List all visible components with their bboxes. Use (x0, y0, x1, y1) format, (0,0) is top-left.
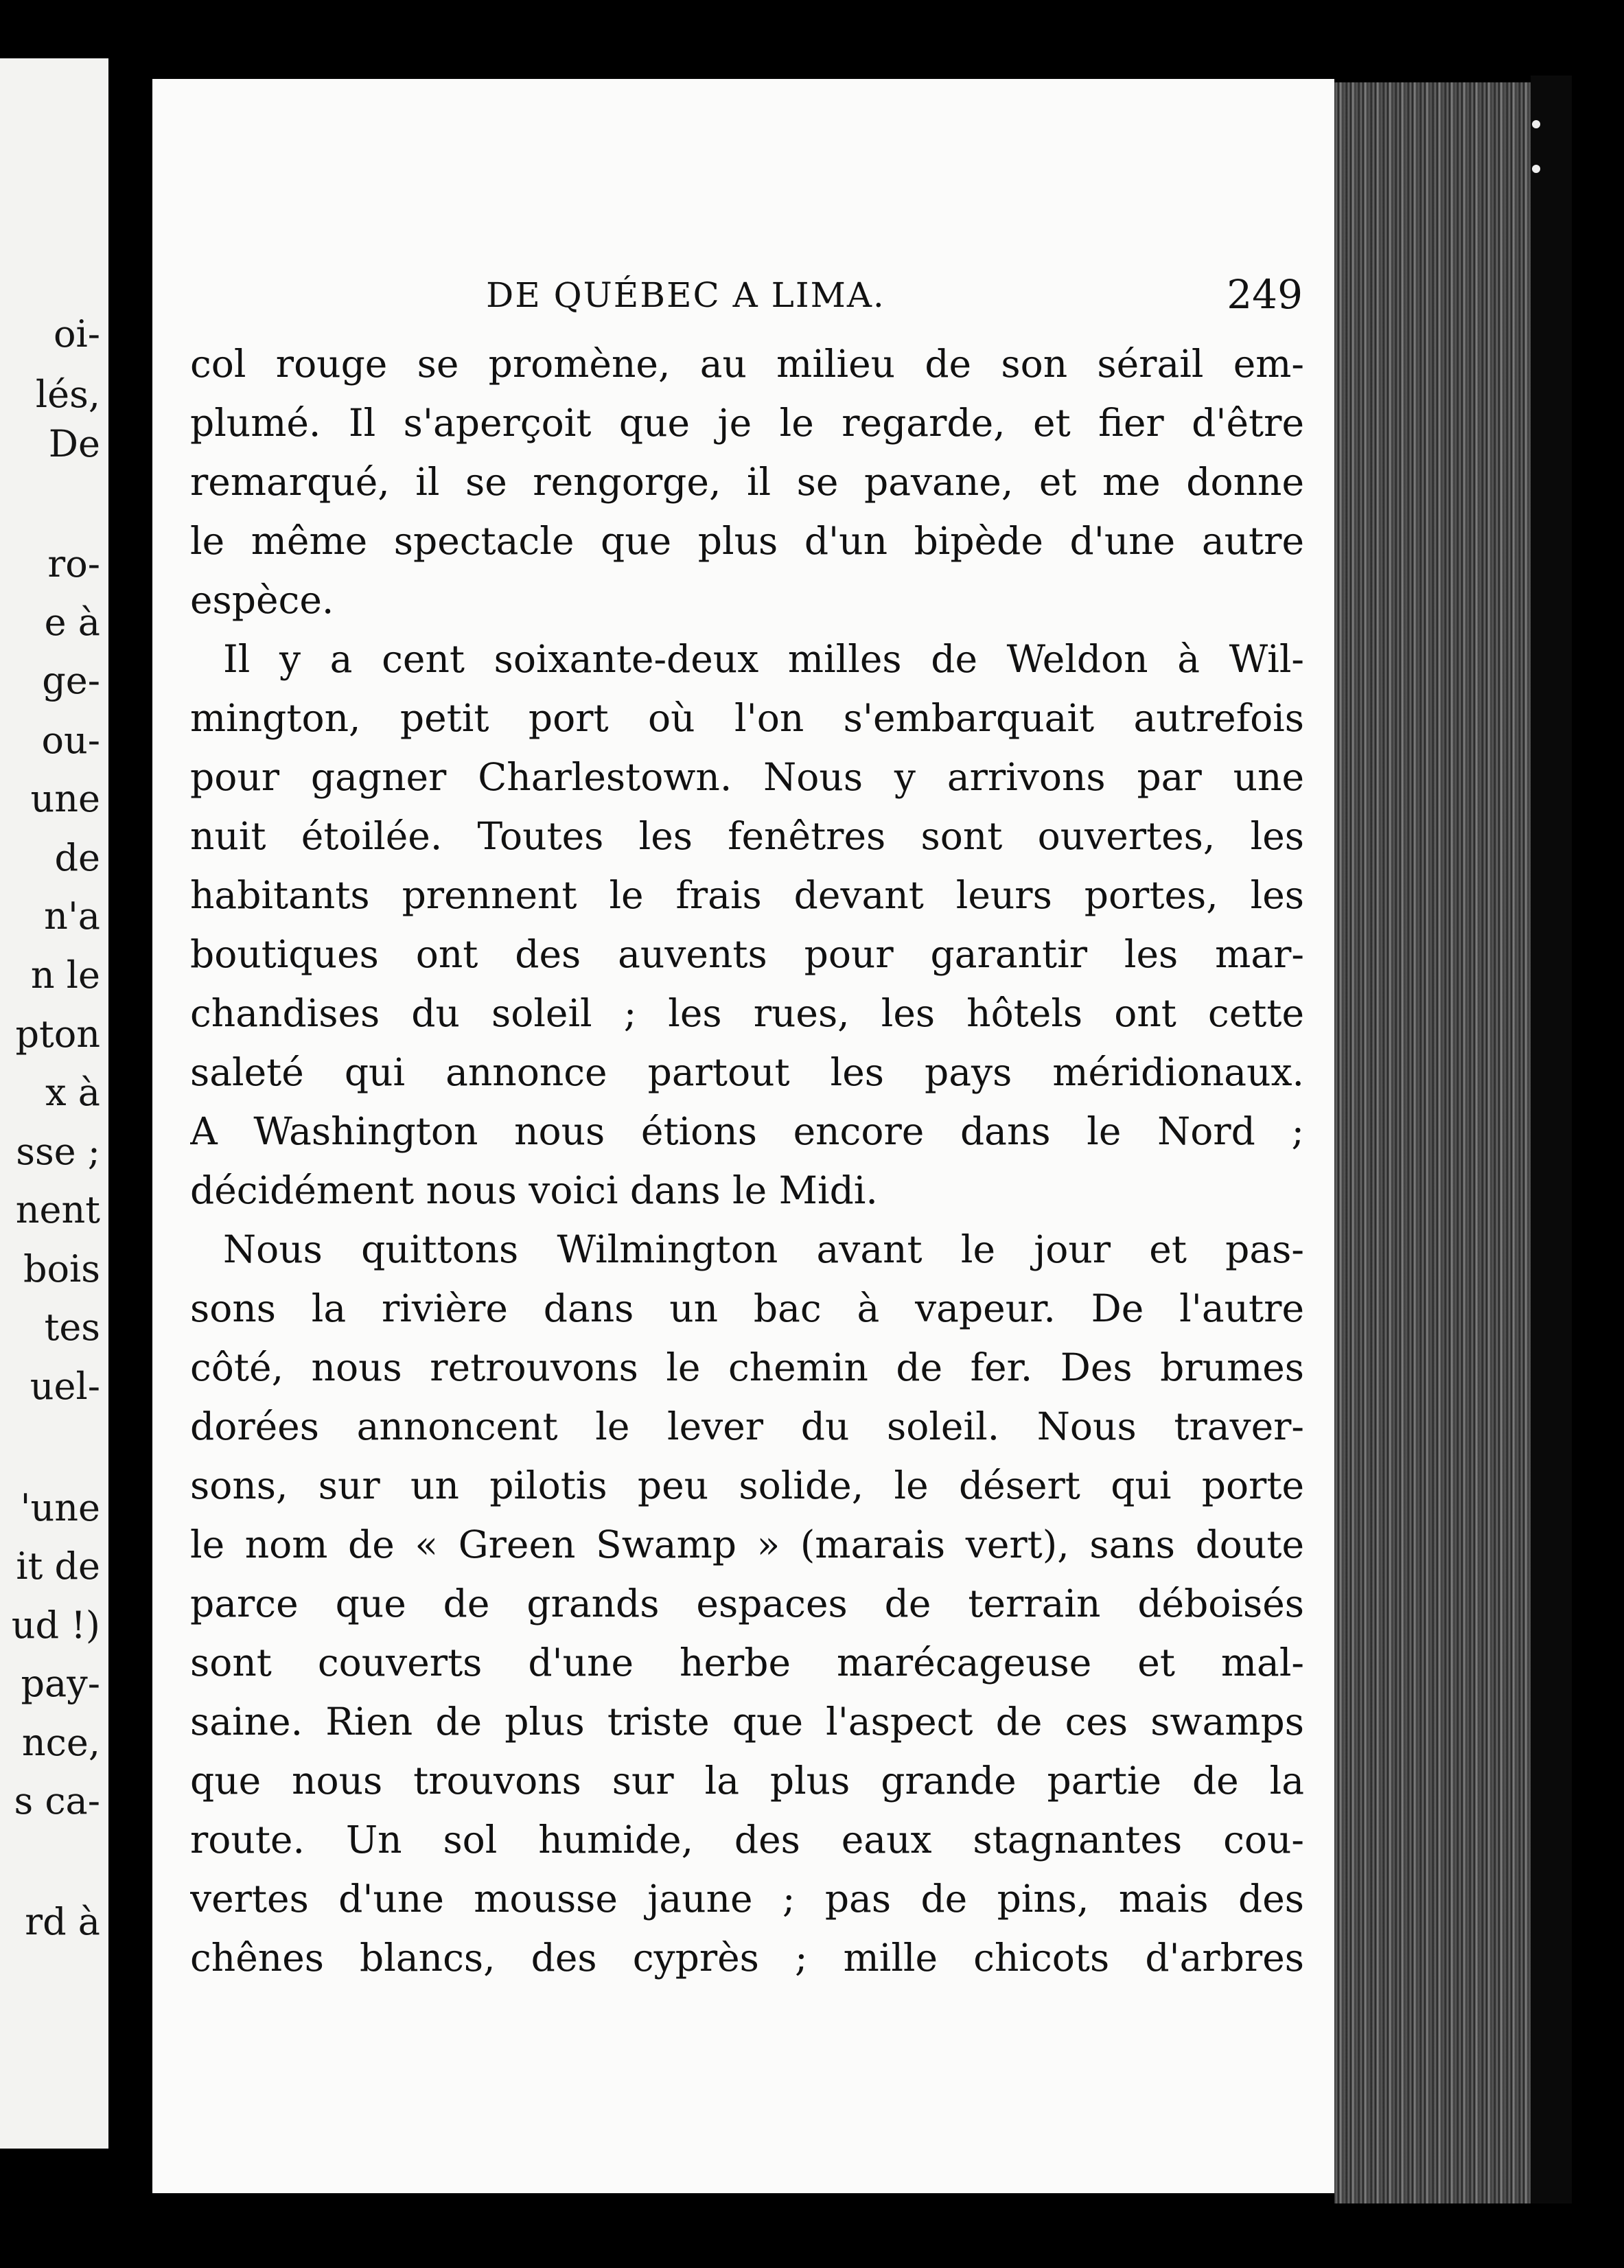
left-page-fragment: tes (44, 1306, 100, 1349)
left-facing-page (0, 58, 108, 2149)
text-line: plumé. Il s'aperçoit que je le regarde, et fier d'être (190, 401, 1304, 445)
left-page-fragment: ro- (47, 542, 100, 586)
book-cover-edge (1531, 76, 1572, 2203)
body-text (190, 334, 1304, 1987)
text-line: espèce. (190, 578, 334, 622)
text-line: côté, nous retrouvons le chemin de fer. Des brumes (190, 1345, 1304, 1389)
text-line: habitants prennent le frais devant leurs portes, les (190, 873, 1304, 917)
text-line: sons, sur un pilotis peu solide, le désert qui porte (190, 1463, 1304, 1507)
text-line: mington, petit port où l'on s'embarquait autrefois (190, 696, 1304, 740)
left-page-fragment: nent (15, 1188, 100, 1231)
left-page-fragment: 'une (20, 1486, 100, 1529)
page-number: 249 (1227, 271, 1303, 318)
left-page-fragment: lés, (35, 373, 100, 416)
text-line: sons la rivière dans un bac à vapeur. De l'autre (190, 1286, 1304, 1330)
left-page-fragment: it de (16, 1544, 100, 1588)
left-page-fragment: x à (45, 1071, 100, 1114)
running-title: DE QUÉBEC A LIMA. (486, 275, 885, 315)
left-page-fragment: sse ; (16, 1130, 100, 1173)
left-page-fragment: bois (23, 1247, 100, 1291)
left-page-fragment: De (48, 422, 100, 465)
text-line: le nom de « Green Swamp » (marais vert), sans doute (190, 1523, 1304, 1566)
left-page-fragment: ou- (41, 719, 100, 762)
text-line: pour gagner Charlestown. Nous y arrivons par une (190, 755, 1304, 799)
left-page-fragment: s ca- (14, 1779, 100, 1822)
page-header (195, 271, 1303, 319)
text-line: parce que de grands espaces de terrain déboisés (190, 1582, 1304, 1625)
left-page-fragment: pton (15, 1012, 100, 1056)
text-line: Il y a cent soixante-deux milles de Weldon à Wil- (223, 637, 1304, 681)
text-line: chênes blancs, des cyprès ; mille chicots d'arbres (190, 1936, 1304, 1980)
left-page-fragment: pay- (21, 1662, 100, 1705)
left-page-fragment: de (54, 836, 100, 879)
text-line: saine. Rien de plus triste que l'aspect de ces swamps (190, 1700, 1304, 1744)
text-line: dorées annoncent le lever du soleil. Nous traver- (190, 1404, 1304, 1448)
left-page-fragment: n le (30, 953, 100, 997)
text-line: chandises du soleil ; les rues, les hôtels ont cette (190, 991, 1304, 1035)
text-line: remarqué, il se rengorge, il se pavane, et me donne (190, 460, 1304, 504)
left-page-fragment: ge- (42, 659, 100, 702)
left-page-fragment: n'a (44, 894, 100, 938)
text-line: A Washington nous étions encore dans le Nord ; (190, 1109, 1304, 1153)
scan-speck (1532, 165, 1540, 173)
text-line: saleté qui annonce partout les pays méridionaux. (190, 1050, 1304, 1094)
book-gutter (108, 76, 156, 2183)
left-page-fragment: nce, (21, 1721, 100, 1764)
book-page (152, 79, 1334, 2193)
text-line: décidément nous voici dans le Midi. (190, 1168, 878, 1212)
left-page-fragment: e à (44, 601, 100, 644)
text-line: le même spectacle que plus d'un bipède d'une autre (190, 519, 1304, 563)
text-line: col rouge se promène, au milieu de son sérail em- (190, 342, 1304, 386)
text-line: vertes d'une mousse jaune ; pas de pins, mais des (190, 1877, 1304, 1921)
scan-speck (1532, 120, 1540, 128)
page-edge-stack (1334, 82, 1562, 2203)
left-page-fragment: oi- (53, 312, 100, 356)
left-page-fragment: rd à (25, 1900, 100, 1943)
left-page-fragment: uel- (30, 1365, 100, 1408)
text-line: Nous quittons Wilmington avant le jour et pas- (223, 1227, 1304, 1271)
text-line: sont couverts d'une herbe marécageuse et mal- (190, 1641, 1304, 1685)
text-line: nuit étoilée. Toutes les fenêtres sont ouvertes, les (190, 814, 1304, 858)
text-line: boutiques ont des auvents pour garantir les mar- (190, 932, 1304, 976)
text-line: que nous trouvons sur la plus grande partie de la (190, 1759, 1304, 1803)
left-page-fragment: une (30, 777, 100, 820)
text-line: route. Un sol humide, des eaux stagnantes cou- (190, 1818, 1304, 1862)
left-page-fragment: ud !) (11, 1604, 100, 1647)
